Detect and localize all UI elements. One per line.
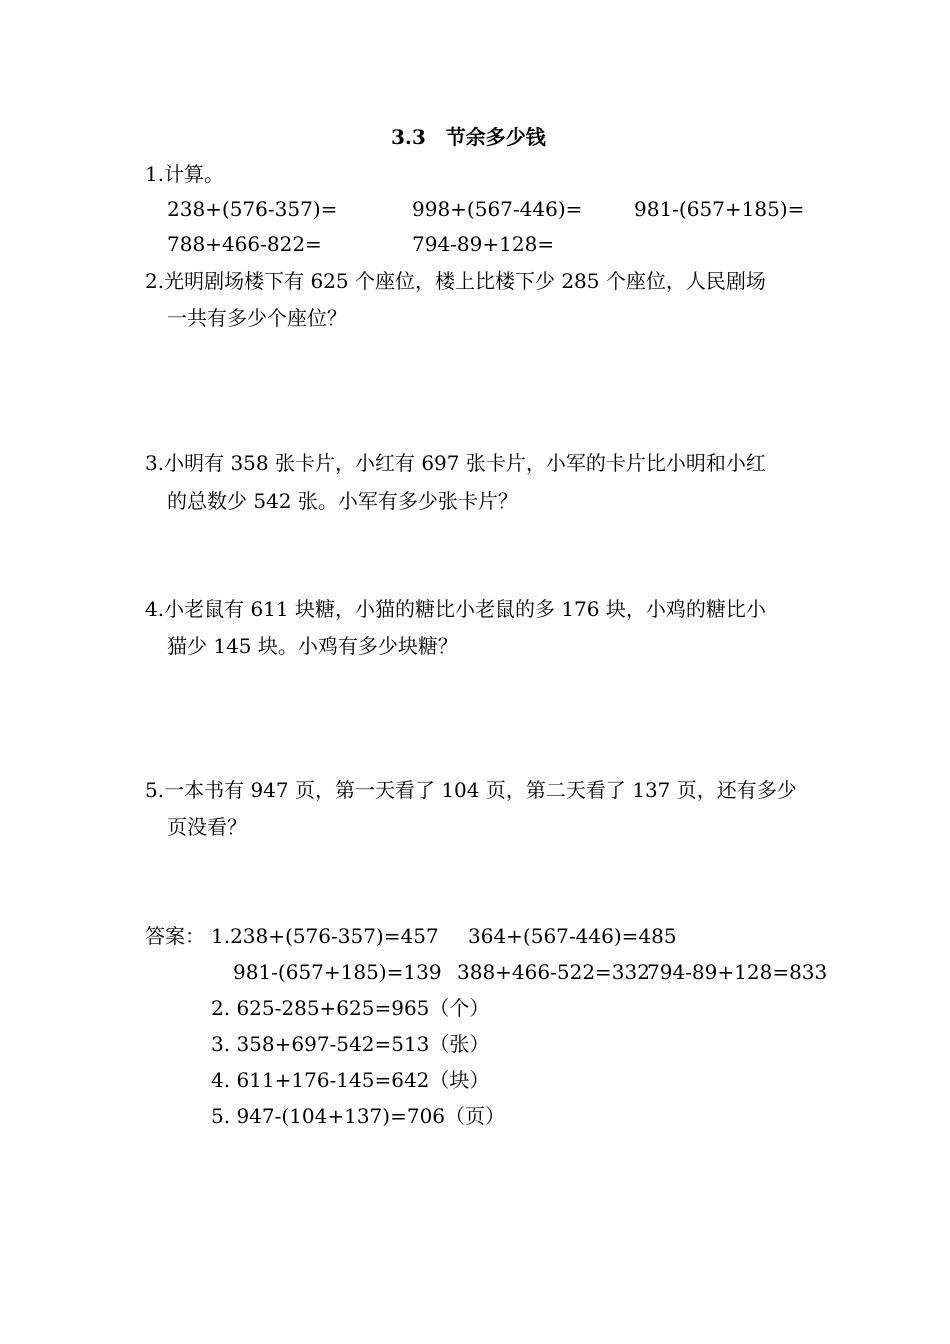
question-1-expr: 998+(567-446)= [412, 197, 583, 221]
question-1-expr: 788+466-822= [167, 232, 322, 256]
answer-4: 4. 611+176-145=642（块） [211, 1068, 490, 1092]
page-title: 3.3 节余多少钱 [391, 125, 546, 149]
question-4-line-2: 猫少 145 块。小鸡有多少块糖？ [167, 634, 458, 658]
answer-1: 794-89+128=833 [647, 960, 828, 984]
answer-5: 5. 947-(104+137)=706（页） [211, 1104, 506, 1128]
answer-1: 1.238+(576-357)=457 [211, 924, 439, 948]
question-4-line-1: 4.小老鼠有 611 块糖，小猫的糖比小老鼠的多 176 块，小鸡的糖比小 [145, 597, 766, 621]
question-1-expr: 794-89+128= [412, 232, 555, 256]
question-3-line-1: 3.小明有 358 张卡片，小红有 697 张卡片，小军的卡片比小明和小红 [145, 451, 766, 475]
answer-1: 981-(657+185)=139 [233, 960, 442, 984]
question-2-line-1: 2.光明剧场楼下有 625 个座位，楼上比楼下少 285 个座位，人民剧场 [145, 269, 766, 293]
question-1-expr: 981-(657+185)= [634, 197, 805, 221]
question-5-line-2: 页没看？ [167, 815, 247, 839]
question-5-line-1: 5.一本书有 947 页，第一天看了 104 页，第二天看了 137 页，还有多少 [145, 778, 797, 802]
answer-1: 364+(567-446)=485 [468, 924, 677, 948]
answers-label: 答案： [145, 924, 205, 948]
question-1-stem: 1.计算。 [145, 162, 225, 186]
answer-1: 388+466-522=332 [457, 960, 650, 984]
question-3-line-2: 的总数少 542 张。小军有多少张卡片？ [167, 489, 518, 513]
question-1-expr: 238+(576-357)= [167, 197, 338, 221]
answer-2: 2. 625-285+625=965（个） [211, 996, 490, 1020]
question-2-line-2: 一共有多少个座位？ [167, 306, 347, 330]
answer-3: 3. 358+697-542=513（张） [211, 1032, 490, 1056]
